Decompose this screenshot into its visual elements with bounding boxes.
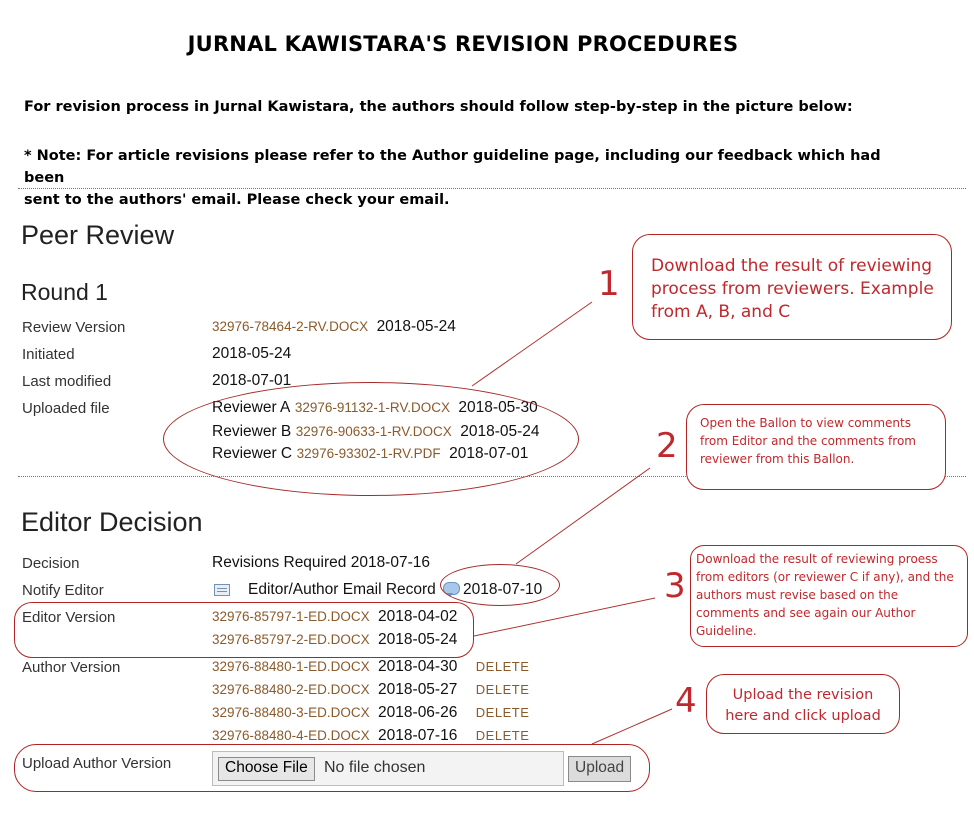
email-record-link[interactable]: Editor/Author Email Record [248, 581, 436, 598]
last-modified-date: 2018-07-01 [212, 372, 292, 389]
reviewer-file-link[interactable]: 32976-90633-1-RV.DOCX [295, 424, 452, 439]
author-version-label: Author Version [22, 659, 121, 676]
annotation-box-2 [686, 404, 946, 490]
annotation-3-line: Download the result of reviewing proess [696, 552, 938, 566]
editor-version-file-link[interactable]: 32976-85797-2-ED.DOCX [212, 632, 370, 647]
author-version-date: 2018-07-16 [378, 727, 458, 744]
decision-label: Decision [22, 555, 80, 572]
decision-value: Revisions Required 2018-07-16 [212, 554, 430, 571]
delete-link[interactable]: DELETE [475, 728, 530, 743]
editor-version-label: Editor Version [22, 609, 116, 626]
author-version-file-link[interactable]: 32976-88480-1-ED.DOCX [212, 659, 370, 674]
no-file-chosen-text: No file chosen [324, 759, 426, 776]
choose-file-button[interactable]: Choose File [218, 757, 315, 781]
last-modified-label: Last modified [22, 373, 112, 390]
annotation-3-line: from editors (or reviewer C if any), and the [696, 570, 954, 584]
upload-button[interactable]: Upload [568, 756, 631, 782]
step-number-4: 4 [675, 681, 697, 721]
reviewer-file-link[interactable]: 32976-93302-1-RV.PDF [296, 446, 441, 461]
editor-decision-heading: Editor Decision [21, 507, 203, 537]
review-version-file-link[interactable]: 32976-78464-2-RV.DOCX [212, 319, 369, 334]
author-version-date: 2018-06-26 [378, 704, 458, 721]
review-version-date: 2018-05-24 [376, 318, 456, 335]
annotation-3-line: authors must revise based on the [696, 588, 899, 602]
intro-text: For revision process in Jurnal Kawistara, the authors should follow step-by-step in the picture below: [24, 99, 853, 115]
author-version-file-link[interactable]: 32976-88480-4-ED.DOCX [212, 728, 370, 743]
author-version-file-link[interactable]: 32976-88480-2-ED.DOCX [212, 682, 370, 697]
step-number-1: 1 [598, 264, 620, 304]
reviewer-date: 2018-05-30 [458, 399, 538, 416]
editor-version-file-link[interactable]: 32976-85797-1-ED.DOCX [212, 609, 370, 624]
annotation-2-line: Open the Ballon to view comments [700, 416, 911, 430]
step-number-3: 3 [664, 566, 686, 606]
annotation-4-line: here and click upload [725, 708, 881, 724]
round-heading: Round 1 [21, 279, 108, 305]
notify-date: 2018-07-10 [463, 581, 543, 598]
reviewer-name: Reviewer C [212, 445, 293, 462]
delete-link[interactable]: DELETE [475, 659, 530, 674]
annotation-1-line: from A, B, and C [651, 302, 791, 322]
uploaded-file-label: Uploaded file [22, 400, 110, 417]
annotation-box-1 [632, 234, 952, 340]
author-version-date: 2018-04-30 [378, 658, 458, 675]
annotation-box-3 [690, 545, 968, 647]
annotation-3-line: Guideline. [696, 624, 757, 638]
annotation-3-line: comments and see again our Author [696, 606, 916, 620]
delete-link[interactable]: DELETE [475, 682, 530, 697]
note-line-2: sent to the authors' email. Please check your email. [24, 192, 450, 208]
page-title: JURNAL KAWISTARA'S REVISION PROCEDURES [187, 32, 739, 56]
annotation-4-line: Upload the revision [732, 687, 874, 703]
initiated-label: Initiated [22, 346, 75, 363]
reviewer-date: 2018-05-24 [460, 423, 540, 440]
editor-version-date: 2018-04-02 [378, 608, 458, 625]
author-version-file-link[interactable]: 32976-88480-3-ED.DOCX [212, 705, 370, 720]
note-line-1: * Note: For article revisions please refer to the Author guideline page, including our feedback which had been [24, 148, 881, 186]
annotation-1-line: process from reviewers. Example [651, 279, 934, 299]
annotation-2-line: from Editor and the comments from [700, 434, 916, 448]
connector-4 [592, 709, 672, 744]
annotation-box-4 [706, 674, 900, 734]
reviewer-name: Reviewer A [212, 399, 291, 416]
connector-3 [474, 598, 655, 636]
step-number-2: 2 [656, 426, 678, 466]
author-version-date: 2018-05-27 [378, 681, 458, 698]
editor-version-date: 2018-05-24 [378, 631, 458, 648]
reviewer-date: 2018-07-01 [449, 445, 529, 462]
reviewer-name: Reviewer B [212, 423, 292, 440]
upload-author-version-label: Upload Author Version [22, 755, 172, 772]
annotation-1-line: Download the result of reviewing [651, 256, 933, 276]
annotation-2-line: reviewer from this Ballon. [700, 452, 855, 466]
peer-review-heading: Peer Review [21, 220, 175, 250]
connector-1 [472, 302, 592, 386]
initiated-date: 2018-05-24 [212, 345, 292, 362]
reviewer-file-link[interactable]: 32976-91132-1-RV.DOCX [294, 400, 450, 415]
connector-2 [516, 468, 650, 564]
delete-link[interactable]: DELETE [475, 705, 530, 720]
review-version-label: Review Version [22, 319, 126, 336]
notify-editor-label: Notify Editor [22, 582, 104, 599]
